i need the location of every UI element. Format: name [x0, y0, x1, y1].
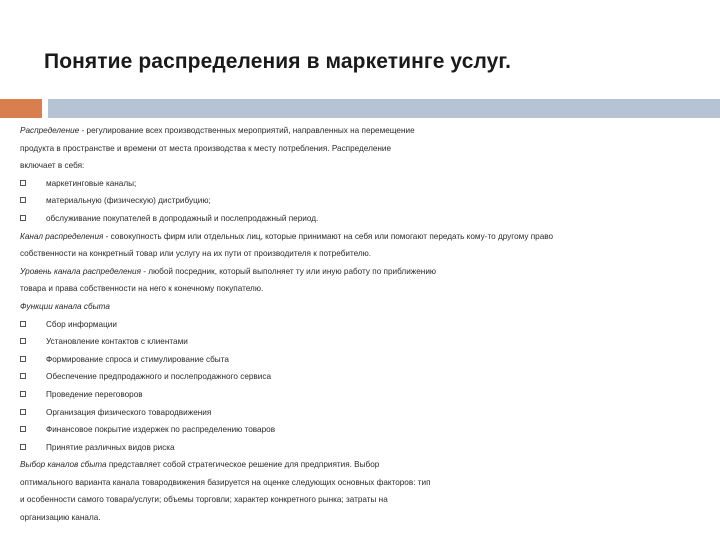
- definition-text: - регулирование всех производственных мероприятий, направленных на перемещение: [79, 126, 415, 135]
- definition-distribution: [20, 122, 715, 140]
- definition-text: - совокупность фирм или отдельных лиц, которые принимают на себя или помогают передать кому-то другому право: [103, 231, 554, 241]
- slide-content: [20, 122, 715, 527]
- term-channel-choice: Выбор каналов сбыта: [20, 460, 107, 470]
- list-item: [20, 316, 715, 334]
- list-item-text: Обеспечение предпродажного и послепродажного сервиса: [46, 372, 271, 382]
- checkbox-bullet-icon: [20, 391, 26, 397]
- definition-text: организацию канала.: [20, 513, 101, 523]
- definition-channel-choice: [20, 456, 715, 474]
- checkbox-bullet-icon: [20, 373, 26, 379]
- definition-text: и особенности самого товара/услуги; объемы торговли; характер конкретного рынка; затраты на: [20, 495, 388, 505]
- list-item-text: материальную (физическую) дистрибуцию;: [46, 196, 211, 206]
- accent-bar: [0, 99, 42, 118]
- checkbox-bullet-icon: [20, 444, 26, 450]
- checkbox-bullet-icon: [20, 197, 26, 203]
- definition-text: включает в себя:: [20, 161, 85, 171]
- list-item-text: Установление контактов с клиентами: [46, 337, 188, 347]
- list-item: [20, 368, 715, 386]
- list-item-text: Организация физического товародвижения: [46, 407, 212, 417]
- list-item-text: Финансовое покрытие издержек по распределению товаров: [46, 425, 276, 435]
- checkbox-bullet-icon: [20, 338, 26, 344]
- list-item: [20, 210, 715, 228]
- definition-channel: [20, 228, 715, 246]
- list-item-text: маркетинговые каналы;: [46, 178, 137, 188]
- checkbox-bullet-icon: [20, 409, 26, 415]
- term-distribution: Распределение: [20, 126, 80, 135]
- checkbox-bullet-icon: [20, 215, 26, 221]
- list-item-text: Принятие различных видов риска: [46, 442, 175, 452]
- list-item-text: Сбор информации: [46, 319, 117, 329]
- list-item: [20, 421, 715, 439]
- checkbox-bullet-icon: [20, 356, 26, 362]
- list-item-text: Проведение переговоров: [46, 389, 143, 399]
- list-item: [20, 175, 715, 193]
- checkbox-bullet-icon: [20, 426, 26, 432]
- list-item: [20, 439, 715, 457]
- definition-text: продукта в пространстве и времени от места производства к месту потребления. Распределение: [20, 143, 392, 153]
- header-divider-bar: [48, 99, 720, 118]
- definition-text: товара и права собственности на него к конечному покупателю.: [20, 284, 264, 294]
- definition-text: оптимального варианта канала товародвижения базируется на оценке следующих основных факторов: тип: [20, 477, 431, 487]
- definition-text: собственности на конкретный товар или услугу на их пути от производителя к потребителю.: [20, 249, 372, 259]
- list-item-text: обслуживание покупателей в допродажный и послепродажный период.: [46, 213, 319, 223]
- list-item: [20, 351, 715, 369]
- definition-channel-level: [20, 263, 715, 281]
- list-item: [20, 192, 715, 210]
- term-channel-level: Уровень канала распределения: [20, 266, 141, 276]
- list-item: [20, 404, 715, 422]
- definition-text: представляет собой стратегическое решение для предприятия. Выбор: [106, 460, 380, 470]
- list-item: [20, 386, 715, 404]
- checkbox-bullet-icon: [20, 180, 26, 186]
- functions-heading: Функции канала сбыта: [20, 301, 110, 311]
- list-item: [20, 333, 715, 351]
- checkbox-bullet-icon: [20, 321, 26, 327]
- definition-text: - любой посредник, который выполняет ту или иную работу по приближению: [140, 266, 437, 276]
- term-channel: Канал распределения: [20, 231, 104, 241]
- slide-title: Понятие распределения в маркетинге услуг.: [44, 50, 512, 73]
- list-item-text: Формирование спроса и стимулирование сбыта: [46, 354, 229, 364]
